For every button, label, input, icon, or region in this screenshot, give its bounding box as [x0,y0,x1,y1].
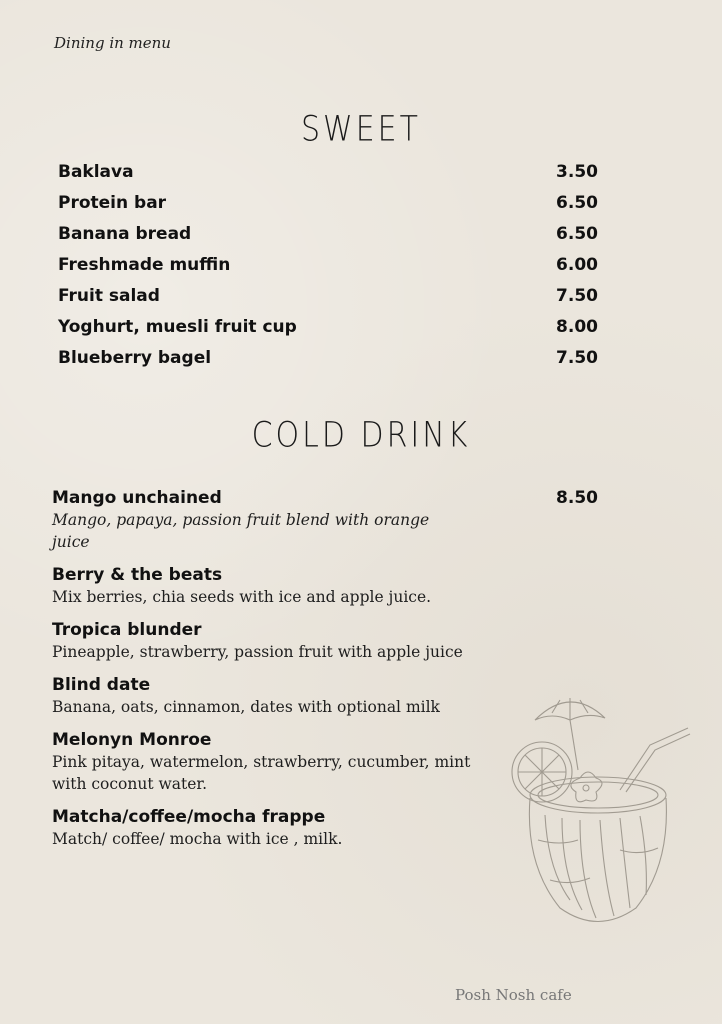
sweet-item [58,224,598,255]
sweet-item-price: 8.00 [556,317,598,337]
sweet-item-name: Yoghurt, muesli fruit cup [58,317,297,337]
cold-drink-section-title: COLD DRINK [251,415,471,456]
menu-header-note: Dining in menu [54,34,171,52]
drink-item-name: Mango unchained [52,488,222,508]
drink-item-description: Banana, oats, cinnamon, dates with optional milk [52,698,440,716]
sweet-item-price: 7.50 [556,286,598,306]
sweet-item-name: Fruit salad [58,286,160,306]
sweet-item [58,255,598,286]
drink-item-name: Berry & the beats [52,565,223,585]
sweet-item-price: 6.00 [556,255,598,275]
cafe-brand: Posh Nosh cafe [455,986,572,1004]
drink-item [52,487,598,553]
sweet-item [58,193,598,224]
drink-item [52,564,598,608]
drink-item-name: Matcha/coffee/mocha frappe [52,807,326,827]
sweet-item [58,286,598,317]
sweet-item [58,317,598,348]
sweet-list [58,162,598,379]
sweet-section-title: SWEET [301,109,421,150]
coconut-cocktail-icon [500,690,700,935]
sweet-item-price: 6.50 [556,193,598,213]
sweet-item-name: Freshmade muffin [58,255,231,275]
drink-item-description: Pink pitaya, watermelon, strawberry, cucumber, mint with coconut water. [52,753,471,793]
drink-item-name: Blind date [52,675,151,695]
sweet-item-name: Banana bread [58,224,192,244]
sweet-item-name: Protein bar [58,193,167,213]
drink-item-name: Tropica blunder [52,620,202,640]
drink-item-description: Match/ coffee/ mocha with ice , milk. [52,830,343,848]
drink-item [52,619,598,663]
drink-item-description: Mix berries, chia seeds with ice and apple juice. [52,588,432,606]
sweet-item-price: 3.50 [556,162,598,182]
sweet-item-name: Blueberry bagel [58,348,212,368]
sweet-item [58,162,598,193]
sweet-item [58,348,598,379]
sweet-item-price: 7.50 [556,348,598,368]
sweet-item-price: 6.50 [556,224,598,244]
drink-item-description: Mango, papaya, passion fruit blend with orange juice [52,511,430,551]
drink-item-description: Pineapple, strawberry, passion fruit with apple juice [52,643,463,661]
drink-item-price: 8.50 [556,488,598,508]
drink-item-name: Melonyn Monroe [52,730,212,750]
sweet-item-name: Baklava [58,162,134,182]
